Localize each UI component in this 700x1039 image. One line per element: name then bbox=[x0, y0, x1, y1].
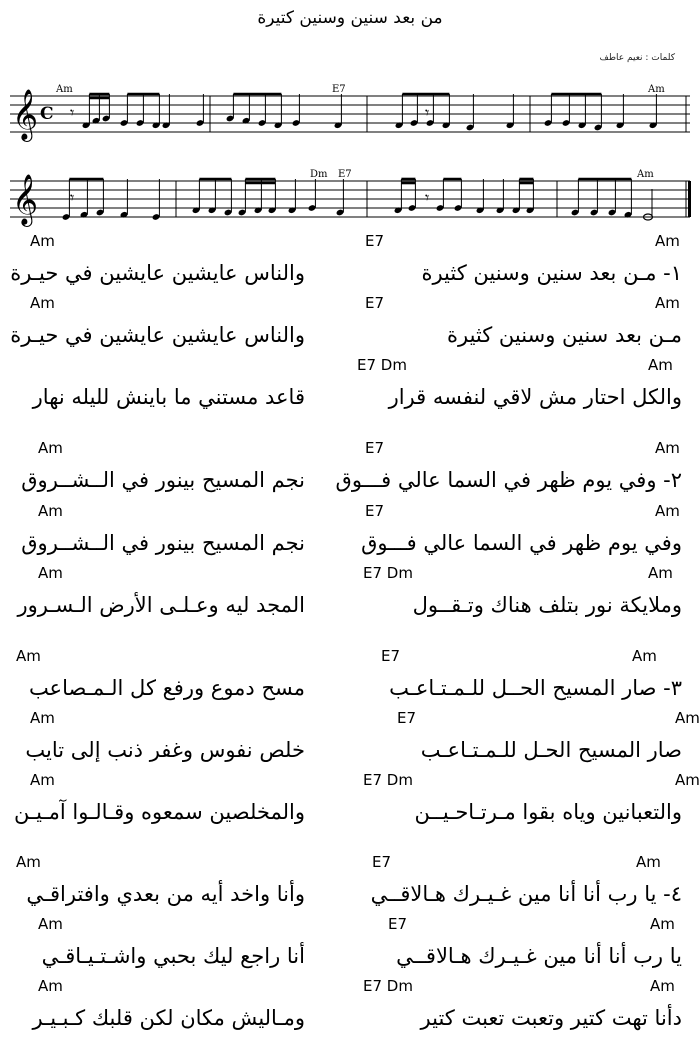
lyric-line-left: خلص نفوس وغفر ذنب إلى تايب bbox=[25, 738, 305, 762]
sheet-music bbox=[0, 0, 700, 240]
chord-label: E7 Dm bbox=[363, 977, 413, 995]
chord-label: Am bbox=[675, 771, 700, 789]
chord-label: E7 Dm bbox=[357, 356, 407, 374]
lyric-line-right: دأنا تهت كتير وتعبت تعبت كتير bbox=[420, 1006, 682, 1030]
lyricist-credit: كلمات : نعيم عاطف bbox=[599, 53, 675, 63]
staves bbox=[10, 89, 691, 227]
treble-clef-icon: 𝄞 bbox=[12, 89, 39, 140]
chord-e7-sys2: E7 bbox=[338, 169, 352, 180]
lyric-line-right: والكل احتار مش لاقي لنفسه قرار bbox=[388, 385, 682, 409]
lyric-line-right: وفي يوم ظهر في السما عالي فـــوق bbox=[361, 531, 682, 555]
lyric-line-right: ٤- يا رب أنا أنا مين غـيـرك هـالاقــي bbox=[370, 882, 682, 906]
chord-label: Am bbox=[16, 647, 41, 665]
lyric-line-left: المجد ليه وعـلـى الأرض الـسـرور bbox=[17, 593, 305, 617]
lyric-line-right: مـن بعد سنين وسنين كثيرة bbox=[447, 323, 682, 347]
chord-label: Am bbox=[636, 853, 661, 871]
chord-label: Am bbox=[38, 502, 63, 520]
chord-label: E7 bbox=[365, 232, 385, 250]
chord-label: Am bbox=[38, 915, 63, 933]
chord-label: E7 Dm bbox=[363, 564, 413, 582]
eighth-rest-icon: 𝄾 bbox=[425, 188, 430, 207]
chord-label: E7 bbox=[372, 853, 392, 871]
lyric-line-left: أنا راجع ليك بحبي واشـتـيـاقـي bbox=[41, 944, 305, 968]
lyric-line-right: وملايكة نور بتلف هناك وتـقــول bbox=[412, 593, 682, 617]
chord-am-1: Am bbox=[56, 84, 73, 95]
lyric-line-right: ٣- صار المسيح الحــل للـمـتـاعـب bbox=[389, 676, 682, 700]
lyric-line-right: يا رب أنا أنا مين غـيـرك هـالاقــي bbox=[396, 944, 682, 968]
lyric-line-left: والناس عايشين عايشين في حيـرة bbox=[10, 261, 305, 285]
lyric-line-left: نجم المسيح بينور في الــشــروق bbox=[21, 468, 305, 492]
chord-label: Am bbox=[648, 564, 673, 582]
chord-label: E7 bbox=[381, 647, 401, 665]
chord-label: Am bbox=[675, 709, 700, 727]
eighth-rest-icon: 𝄾 bbox=[70, 103, 75, 122]
time-signature: C bbox=[40, 104, 54, 124]
chord-label: Am bbox=[632, 647, 657, 665]
final-bar bbox=[688, 181, 691, 217]
chord-label: E7 bbox=[388, 915, 408, 933]
chord-e7-1: E7 bbox=[332, 84, 346, 95]
eighth-rest-icon: 𝄾 bbox=[425, 103, 430, 122]
lyric-line-left: والناس عايشين عايشين في حيـرة bbox=[10, 323, 305, 347]
chord-label: E7 Dm bbox=[363, 771, 413, 789]
song-title: من بعد سنين وسنين كتيرة bbox=[257, 8, 443, 28]
chord-am-sys2: Am bbox=[637, 169, 654, 180]
chord-label: Am bbox=[650, 977, 675, 995]
chord-label: Am bbox=[648, 356, 673, 374]
lyric-line-right: صار المسيح الحـل للـمـتـاعـب bbox=[420, 738, 682, 762]
lyric-line-left: والمخلصين سمعوه وقـالـوا آمـيـن bbox=[14, 800, 305, 824]
chord-label: E7 bbox=[365, 294, 385, 312]
treble-clef-icon: 𝄞 bbox=[12, 174, 39, 225]
lyric-line-right: ١- مـن بعد سنين وسنين كثيرة bbox=[421, 261, 682, 285]
chord-label: Am bbox=[30, 771, 55, 789]
lyric-line-left: ومـاليش مكان لكن قلبك كـبـيـر bbox=[32, 1006, 305, 1030]
chord-label: Am bbox=[655, 294, 680, 312]
chord-label: Am bbox=[30, 294, 55, 312]
lyric-line-right: والتعبانين وياه بقوا مـرتـاحـيــن bbox=[414, 800, 682, 824]
notes bbox=[62, 94, 658, 221]
chord-label: Am bbox=[30, 232, 55, 250]
chord-am-2: Am bbox=[648, 84, 665, 95]
chord-label: Am bbox=[38, 564, 63, 582]
chord-label: E7 bbox=[397, 709, 417, 727]
chord-label: Am bbox=[655, 439, 680, 457]
chord-label: E7 bbox=[365, 439, 385, 457]
lyric-line-left: قاعد مستني ما باينش لليله نهار bbox=[32, 385, 305, 409]
chord-label: Am bbox=[655, 232, 680, 250]
eighth-rest-icon: 𝄾 bbox=[70, 188, 75, 207]
lyric-line-right: ٢- وفي يوم ظهر في السما عالي فـــوق bbox=[335, 468, 682, 492]
chord-label: Am bbox=[38, 439, 63, 457]
chord-label: Am bbox=[38, 977, 63, 995]
chord-label: Am bbox=[30, 709, 55, 727]
chord-label: Am bbox=[655, 502, 680, 520]
chord-label: Am bbox=[650, 915, 675, 933]
lyric-line-left: وأنا واخد أيه من بعدي وافتراقـي bbox=[26, 882, 305, 906]
chord-dm-sys2: Dm bbox=[310, 169, 328, 180]
chord-label: Am bbox=[16, 853, 41, 871]
lyric-line-left: نجم المسيح بينور في الــشــروق bbox=[21, 531, 305, 555]
lyric-line-left: مسح دموع ورفع كل الـمـصاعب bbox=[28, 676, 305, 700]
chord-label: E7 bbox=[365, 502, 385, 520]
